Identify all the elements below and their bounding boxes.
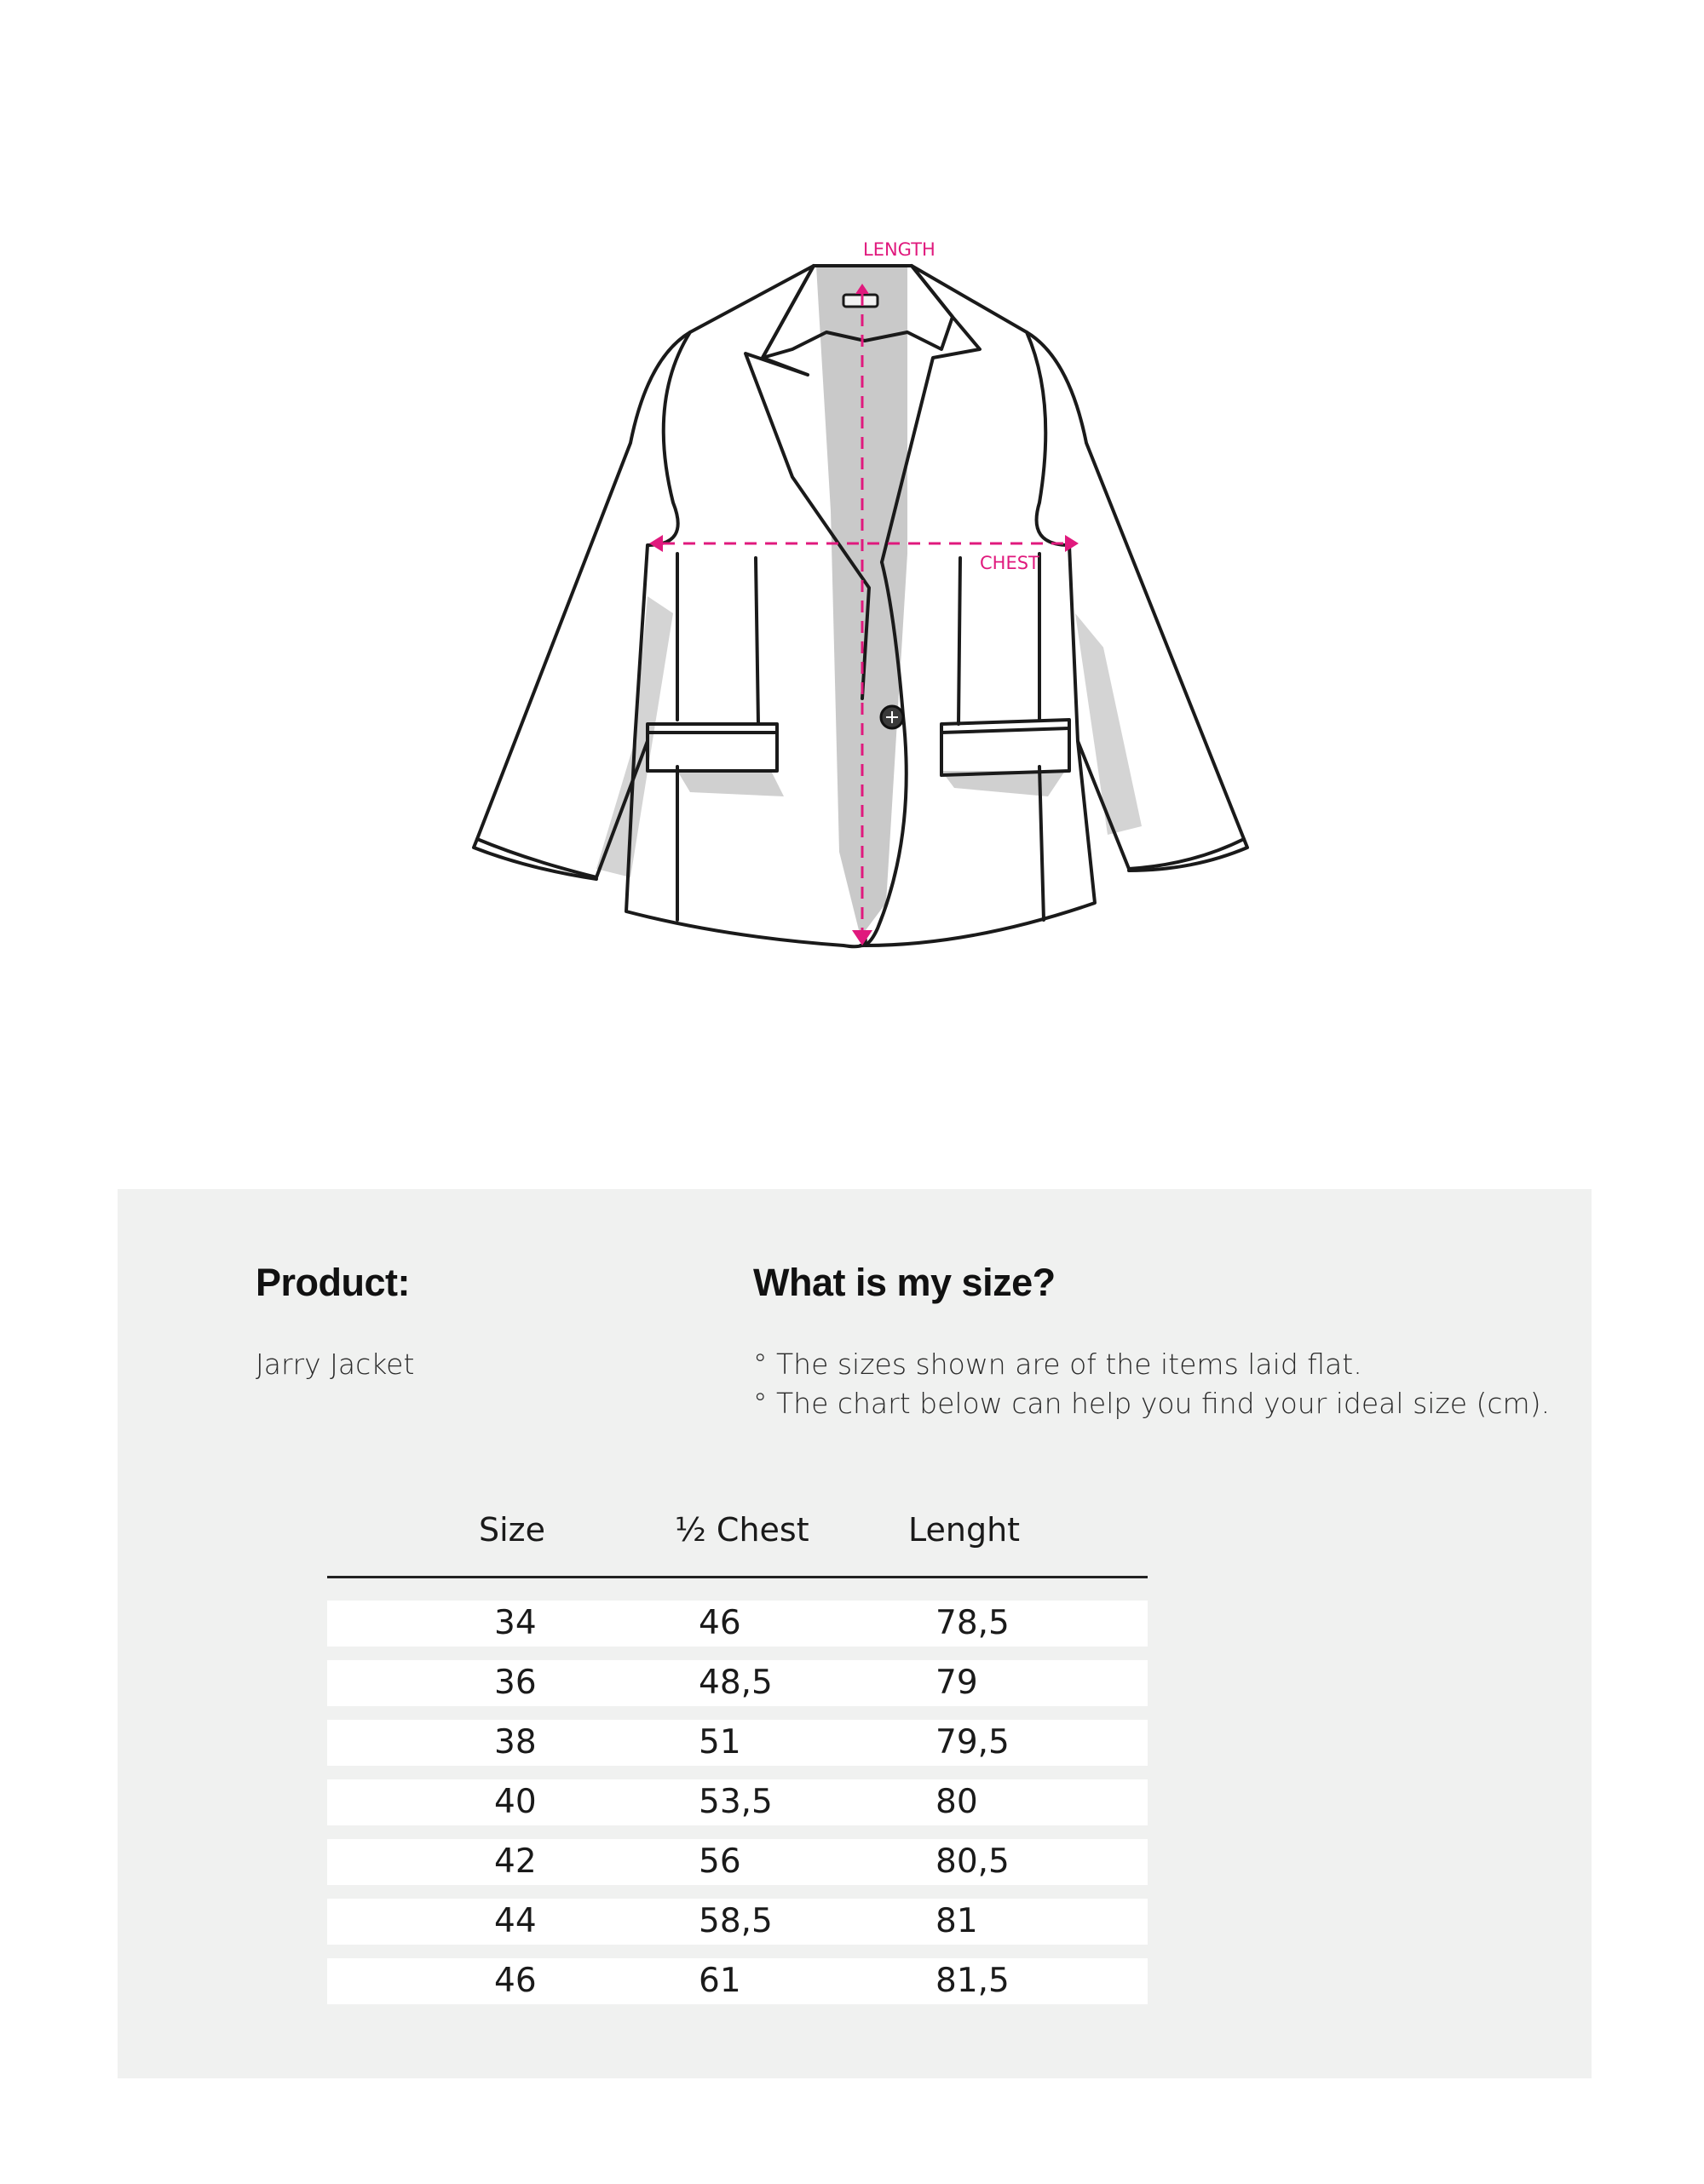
- cell-half-chest: 61: [699, 1962, 741, 2000]
- header-length: Lenght: [908, 1511, 1021, 1549]
- pocket-shade-left: [677, 771, 784, 796]
- cell-half-chest: 51: [699, 1723, 741, 1762]
- cell-length: 80: [935, 1783, 978, 1821]
- right-sleeve: [1027, 332, 1244, 869]
- cell-length: 81,5: [935, 1962, 1010, 2000]
- chest-arrow-left-icon: [649, 535, 663, 552]
- product-heading: Product:: [256, 1261, 410, 1304]
- table-row: [327, 1660, 1148, 1706]
- size-note-1: ° The sizes shown are of the items laid flat.: [753, 1348, 1362, 1381]
- cell-half-chest: 46: [699, 1604, 741, 1642]
- cell-length: 78,5: [935, 1604, 1010, 1642]
- cell-length: 79: [935, 1664, 978, 1702]
- cell-half-chest: 56: [699, 1842, 741, 1881]
- cell-size: 46: [494, 1962, 537, 2000]
- table-row: [327, 1601, 1148, 1647]
- size-table: [327, 1499, 1148, 2018]
- right-pocket-welt: [941, 728, 1069, 733]
- chest-arrow-right-icon: [1065, 535, 1079, 552]
- table-body: [327, 1601, 1148, 2004]
- table-row: [327, 1899, 1148, 1945]
- table-row: [327, 1839, 1148, 1885]
- table-header: [327, 1499, 1148, 1578]
- left-dart-upper: [756, 558, 758, 724]
- header-size: Size: [479, 1511, 546, 1549]
- cell-size: 38: [494, 1723, 537, 1762]
- cell-length: 80,5: [935, 1842, 1010, 1881]
- hanger-loop: [843, 295, 878, 307]
- jacket-diagram: [0, 0, 1704, 1022]
- right-dart-upper: [958, 558, 960, 724]
- table-row: [327, 1779, 1148, 1825]
- size-note-2: ° The chart below can help you find your ideal size (cm).: [753, 1387, 1551, 1420]
- table-row: [327, 1958, 1148, 2004]
- chest-label: CHEST: [980, 553, 1039, 573]
- cell-half-chest: 48,5: [699, 1664, 773, 1702]
- cell-size: 40: [494, 1783, 537, 1821]
- cell-size: 34: [494, 1604, 537, 1642]
- cell-size: 44: [494, 1902, 537, 1940]
- cell-size: 42: [494, 1842, 537, 1881]
- cell-half-chest: 53,5: [699, 1783, 773, 1821]
- table-row: [327, 1720, 1148, 1766]
- length-label: LENGTH: [863, 239, 935, 260]
- size-heading: What is my size?: [753, 1261, 1056, 1304]
- product-name: Jarry Jacket: [256, 1348, 415, 1381]
- cell-length: 79,5: [935, 1723, 1010, 1762]
- cell-size: 36: [494, 1664, 537, 1702]
- cell-half-chest: 58,5: [699, 1902, 773, 1940]
- header-half-chest: ½ Chest: [675, 1511, 809, 1549]
- cell-length: 81: [935, 1902, 978, 1940]
